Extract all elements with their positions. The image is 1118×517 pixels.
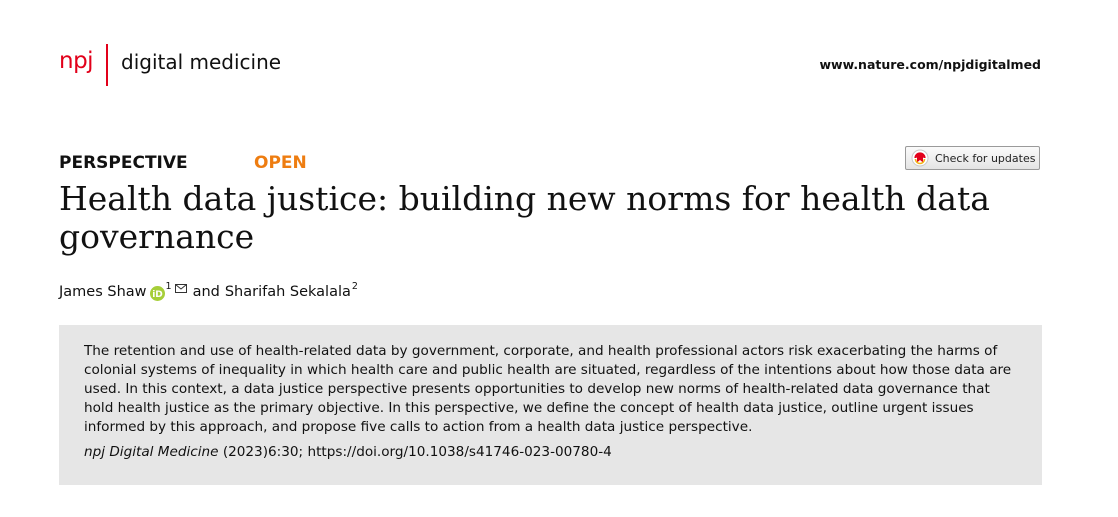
doi-link[interactable]: https://doi.org/10.1038/s41746-023-00780-4 <box>307 444 612 460</box>
author-name[interactable]: Sharifah Sekalala <box>224 284 351 300</box>
author-list <box>59 281 358 301</box>
citation-journal: npj Digital Medicine <box>84 444 219 460</box>
article-title: Health data justice: building new norms for health data governance <box>59 179 990 256</box>
citation-details: (2023)6:30 <box>222 444 299 460</box>
open-access-badge: OPEN <box>254 153 307 173</box>
author-conjunction: and <box>192 284 220 300</box>
abstract-box <box>59 325 1042 485</box>
article-type-label: PERSPECTIVE <box>59 153 188 173</box>
journal-url-link[interactable]: www.nature.com/npjdigitalmed <box>819 57 1041 72</box>
mail-icon[interactable] <box>175 284 187 293</box>
check-for-updates-button[interactable] <box>905 146 1040 170</box>
citation-separator: ; <box>298 444 304 460</box>
affiliation-marker: 2 <box>351 281 358 292</box>
publisher-logo[interactable]: npj <box>59 48 94 74</box>
abstract-text: The retention and use of health-related data by government, corporate, and health professional actors risk exacerbating the harms of colonial systems of inequality in which health care and public health are situated, regardless of the intentions about how those data are used. In this context, a data justice perspective presents opportunities to develop new norms of health-related data governance that hold health justice as the primary objective. In this perspective, we define the concept of health data justice, outline urgent issues informed by this approach, and propose five calls to action from a health data justice perspective. <box>84 343 1012 435</box>
check-updates-icon <box>911 149 929 167</box>
orcid-icon[interactable] <box>150 286 165 301</box>
check-updates-label: Check for updates <box>935 151 1036 165</box>
journal-name[interactable]: digital medicine <box>121 50 282 74</box>
svg-text:iD: iD <box>151 290 163 300</box>
author-name[interactable]: James Shaw <box>59 284 147 300</box>
citation-line <box>84 443 1018 462</box>
affiliation-marker: 1 <box>165 281 172 292</box>
logo-divider <box>106 44 108 86</box>
